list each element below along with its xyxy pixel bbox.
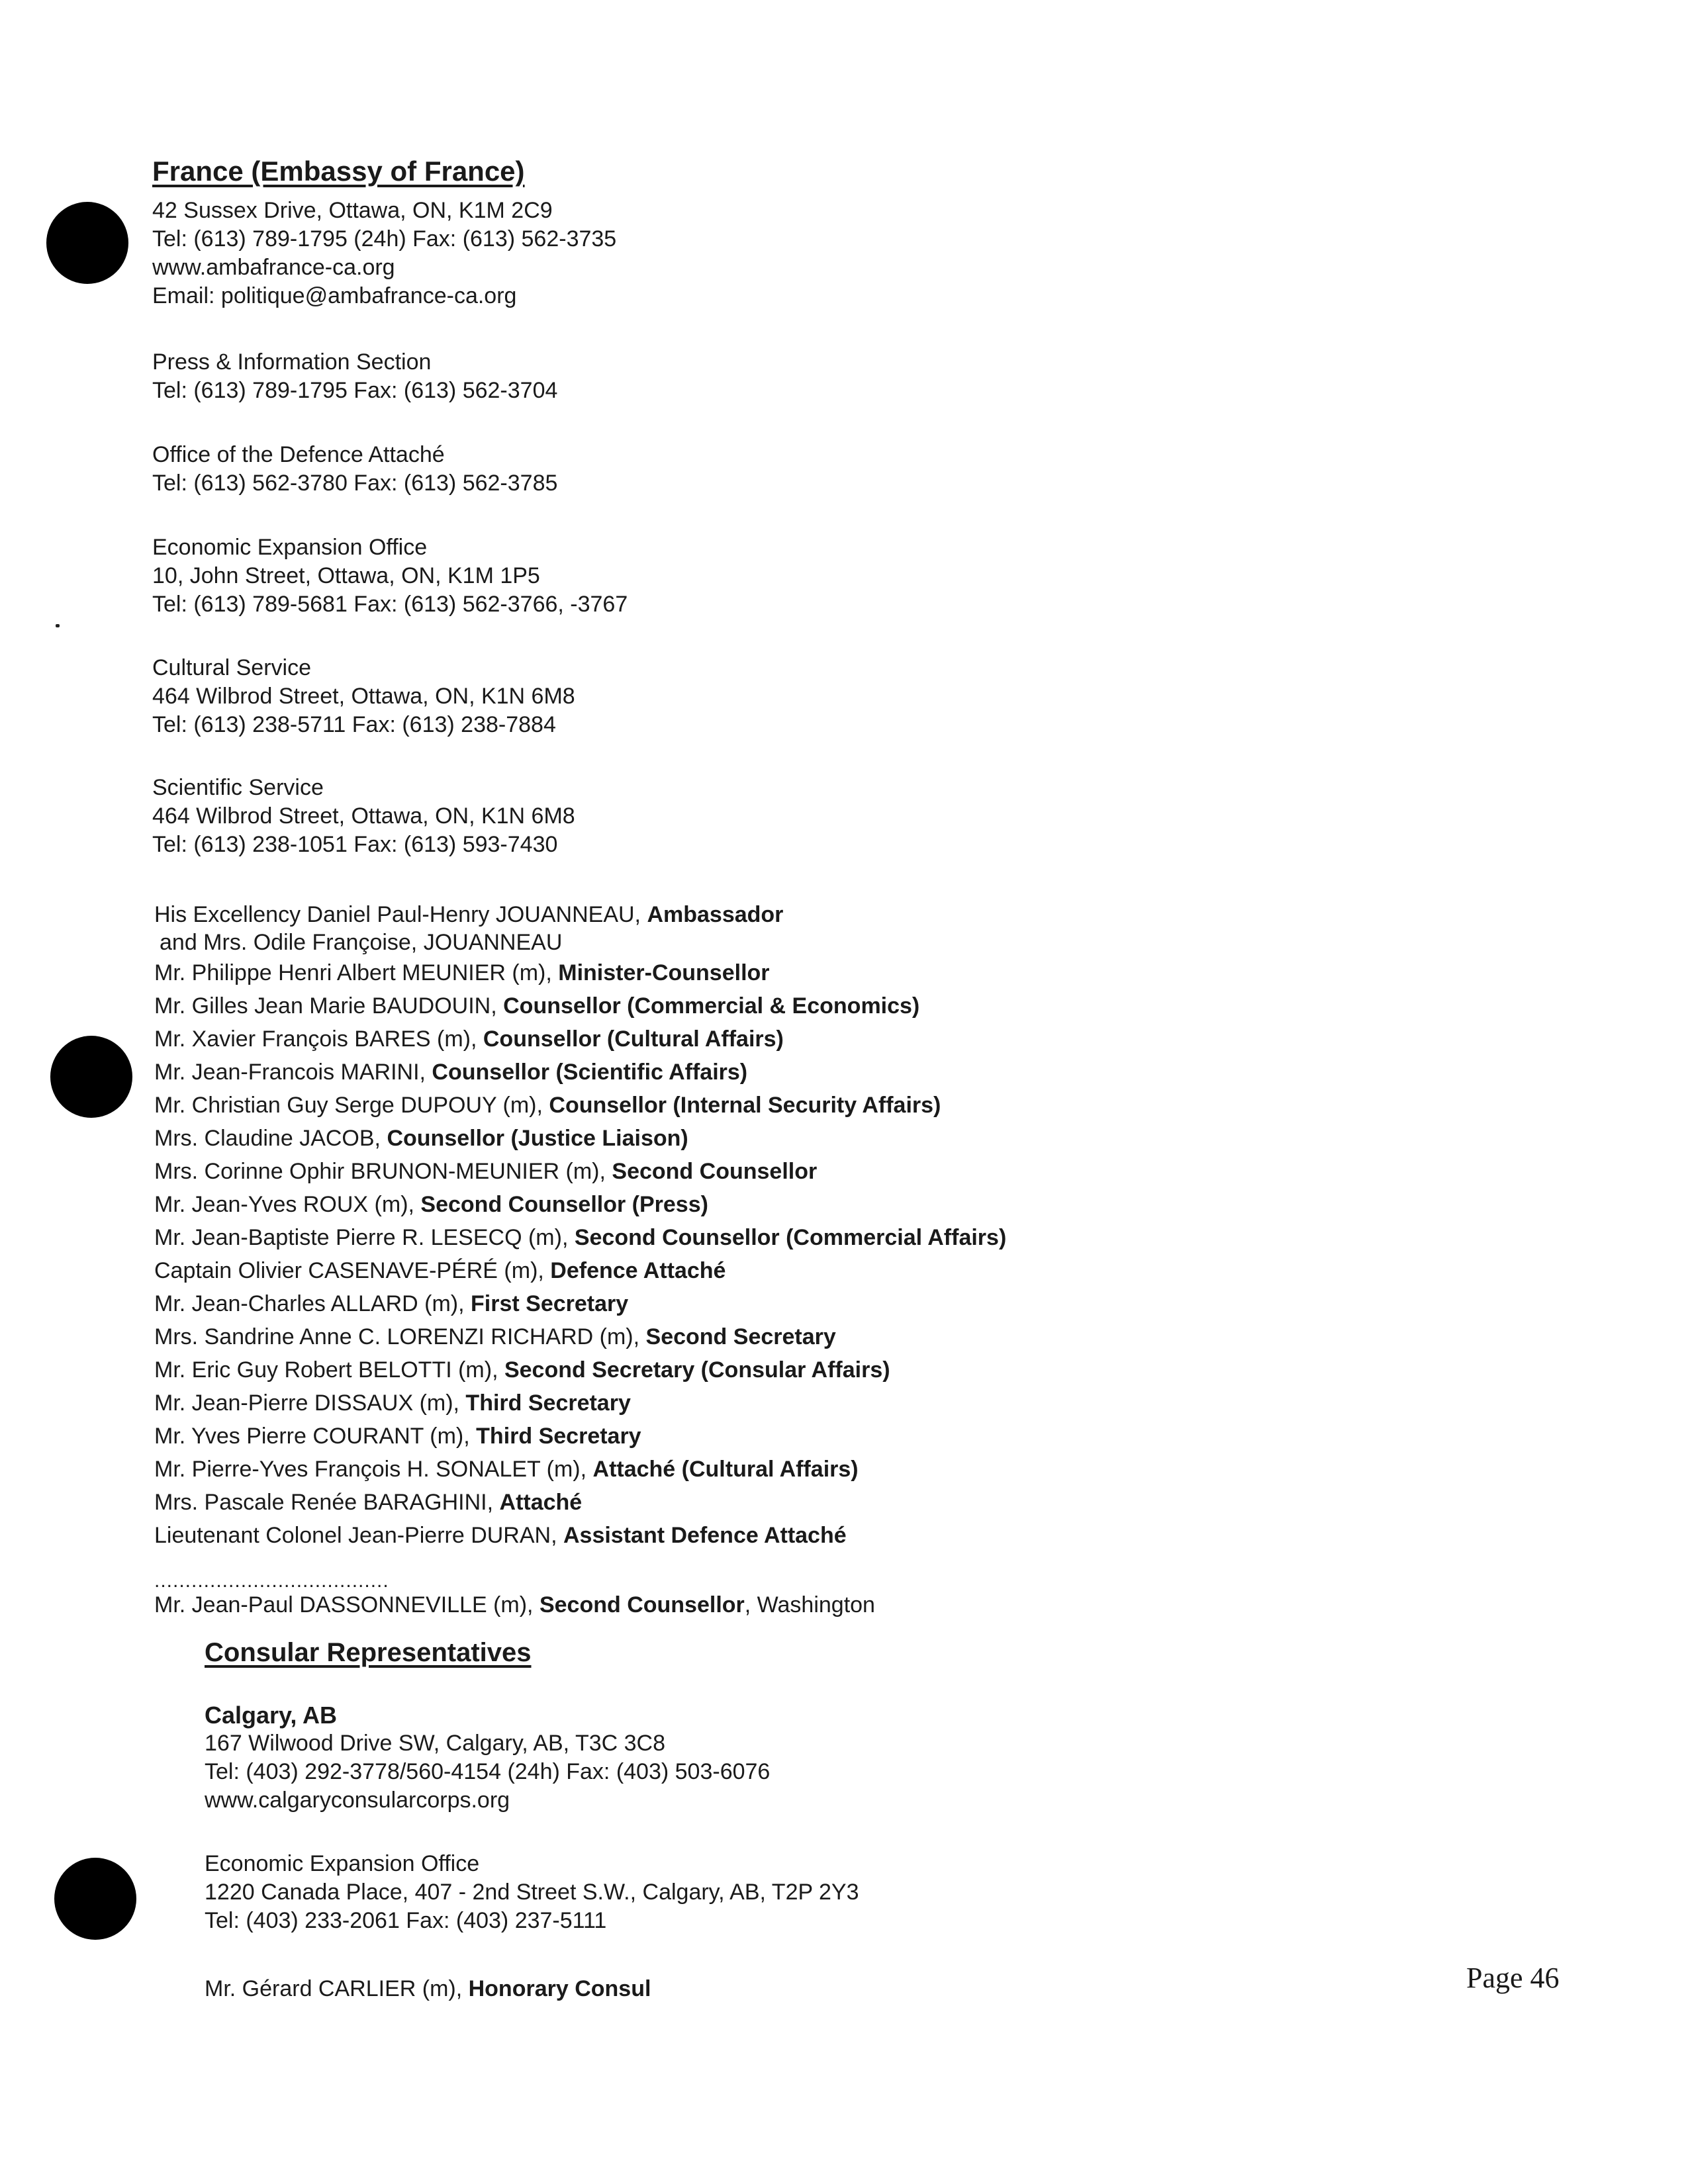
consular-economic-office [205,1850,859,1935]
staff-entry [154,1320,1006,1353]
staff-title: Counsellor (Commercial & Economics) [503,993,920,1019]
staff-entry [154,1387,1006,1420]
punch-hole [54,1858,136,1940]
section-tel: Tel: (613) 789-1795 Fax: (613) 562-3704 [152,378,558,403]
separator-dots: ...................................... [154,1570,389,1592]
punch-hole [46,202,128,284]
staff-list [154,898,1006,1552]
page-title: France (Embassy of France) [152,156,525,187]
staff-title: Minister-Counsellor [558,960,770,985]
staff-entry [154,1287,1006,1320]
consular-city: Calgary, AB [205,1702,338,1729]
section-name: Press & Information Section [152,349,432,375]
staff-entry [154,1486,1006,1519]
staff-title: Second Secretary [645,1324,836,1349]
staff-title: Second Counsellor [539,1592,745,1617]
staff-title: Counsellor (Justice Liaison) [387,1126,688,1151]
staff-name: Mrs. Corinne Ophir BRUNON-MEUNIER (m), [154,1159,612,1184]
section-tel: Tel: (613) 789-5681 Fax: (613) 562-3766, -3767 [152,592,628,617]
staff-title: First Secretary [471,1291,629,1316]
staff-location: , Washington [744,1592,875,1617]
consul-entry [205,1975,651,2003]
section-press [152,348,557,405]
office-tel: Tel: (403) 233-2061 Fax: (403) 237-5111 [205,1908,607,1933]
embassy-address: 42 Sussex Drive, Ottawa, ON, K1M 2C9 [152,198,553,223]
staff-name: Mr. Yves Pierre COURANT (m), [154,1424,477,1449]
staff-name: Mrs. Claudine JACOB, [154,1126,387,1151]
staff-title: Second Counsellor (Press) [420,1192,708,1217]
staff-name: Mr. Eric Guy Robert BELOTTI (m), [154,1357,504,1383]
section-address: 10, John Street, Ottawa, ON, K1M 1P5 [152,563,540,588]
consular-tel: Tel: (403) 292-3778/560-4154 (24h) Fax: (403) 503-6076 [205,1759,771,1784]
staff-title: Counsellor (Cultural Affairs) [483,1026,784,1052]
staff-name: Mr. Jean-Francois MARINI, [154,1060,432,1085]
staff-name: Mr. Jean-Baptiste Pierre R. LESECQ (m), [154,1225,575,1250]
office-address: 1220 Canada Place, 407 - 2nd Street S.W., Calgary, AB, T2P 2Y3 [205,1880,859,1905]
embassy-contact [152,197,616,310]
staff-entry [154,1254,1006,1287]
staff-entry [154,1420,1006,1453]
staff-name: and Mrs. Odile Françoise, JOUANNEAU [160,930,563,955]
staff-title: Ambassador [647,902,784,927]
consular-calgary [205,1701,770,1815]
consul-title: Honorary Consul [468,1976,651,2001]
section-economic-expansion [152,533,628,619]
staff-title: Defence Attaché [550,1258,726,1283]
section-address: 464 Wilbrod Street, Ottawa, ON, K1N 6M8 [152,803,575,829]
staff-name: Mr. Jean-Charles ALLARD (m), [154,1291,471,1316]
staff-name: Mr. Jean-Paul DASSONNEVILLE (m), [154,1592,539,1617]
staff-entry [154,1056,1006,1089]
staff-entry [154,1023,1006,1056]
staff-title: Counsellor (Internal Security Affairs) [549,1093,941,1118]
staff-name: Captain Olivier CASENAVE-PÉRÉ (m), [154,1258,551,1283]
staff-entry [154,1122,1006,1155]
staff-title: Third Secretary [465,1390,631,1416]
section-name: Economic Expansion Office [152,535,428,560]
staff-name: Mrs. Pascale Renée BARAGHINI, [154,1490,500,1515]
staff-title: Attaché [499,1490,583,1515]
staff-title: Third Secretary [476,1424,641,1449]
section-tel: Tel: (613) 238-1051 Fax: (613) 593-7430 [152,832,558,857]
staff-entry [154,1353,1006,1387]
staff-name: Mr. Pierre-Yves François H. SONALET (m), [154,1457,593,1482]
consular-heading: Consular Representatives [205,1638,532,1667]
staff-title: Counsellor (Scientific Affairs) [432,1060,748,1085]
staff-entry [154,989,1006,1023]
page-number: Page 46 [1466,1962,1560,1994]
staff-name: Mr. Jean-Pierre DISSAUX (m), [154,1390,466,1416]
staff-name: Mr. Xavier François BARES (m), [154,1026,483,1052]
staff-title: Attaché (Cultural Affairs) [592,1457,859,1482]
staff-title: Second Counsellor (Commercial Affairs) [574,1225,1007,1250]
embassy-tel: Tel: (613) 789-1795 (24h) Fax: (613) 562-3735 [152,226,617,251]
staff-name: Mr. Philippe Henri Albert MEUNIER (m), [154,960,559,985]
staff-name: His Excellency Daniel Paul-Henry JOUANNEAU, [154,902,647,927]
staff-entry [154,1155,1006,1188]
section-name: Scientific Service [152,775,324,800]
consular-address: 167 Wilwood Drive SW, Calgary, AB, T3C 3C8 [205,1731,666,1756]
staff-name: Mr. Gilles Jean Marie BAUDOUIN, [154,993,504,1019]
consul-name: Mr. Gérard CARLIER (m), [205,1976,469,2001]
staff-name: Mr. Christian Guy Serge DUPOUY (m), [154,1093,549,1118]
section-defence-attache [152,441,557,498]
staff-entry [154,1453,1006,1486]
staff-entry [154,1519,1006,1552]
staff-title: Second Counsellor [612,1159,818,1184]
section-tel: Tel: (613) 238-5711 Fax: (613) 238-7884 [152,712,556,737]
scan-speck [56,624,60,627]
punch-hole [50,1036,132,1118]
section-address: 464 Wilbrod Street, Ottawa, ON, K1N 6M8 [152,684,575,709]
washington-entry [154,1588,875,1621]
section-cultural [152,654,575,739]
consular-website: www.calgaryconsularcorps.org [205,1788,510,1813]
staff-entry [154,1188,1006,1221]
section-name: Cultural Service [152,655,311,680]
embassy-website: www.ambafrance-ca.org [152,255,395,280]
staff-name: Mrs. Sandrine Anne C. LORENZI RICHARD (m), [154,1324,646,1349]
staff-entry [154,1221,1006,1254]
staff-title: Assistant Defence Attaché [563,1523,847,1548]
embassy-email: Email: politique@ambafrance-ca.org [152,283,517,308]
staff-entry [154,956,1006,989]
staff-name: Mr. Jean-Yves ROUX (m), [154,1192,421,1217]
staff-title: Second Secretary (Consular Affairs) [504,1357,890,1383]
office-name: Economic Expansion Office [205,1851,480,1876]
section-name: Office of the Defence Attaché [152,442,445,467]
staff-name: Lieutenant Colonel Jean-Pierre DURAN, [154,1523,563,1548]
section-tel: Tel: (613) 562-3780 Fax: (613) 562-3785 [152,471,558,496]
section-scientific [152,774,575,859]
staff-entry [154,1089,1006,1122]
